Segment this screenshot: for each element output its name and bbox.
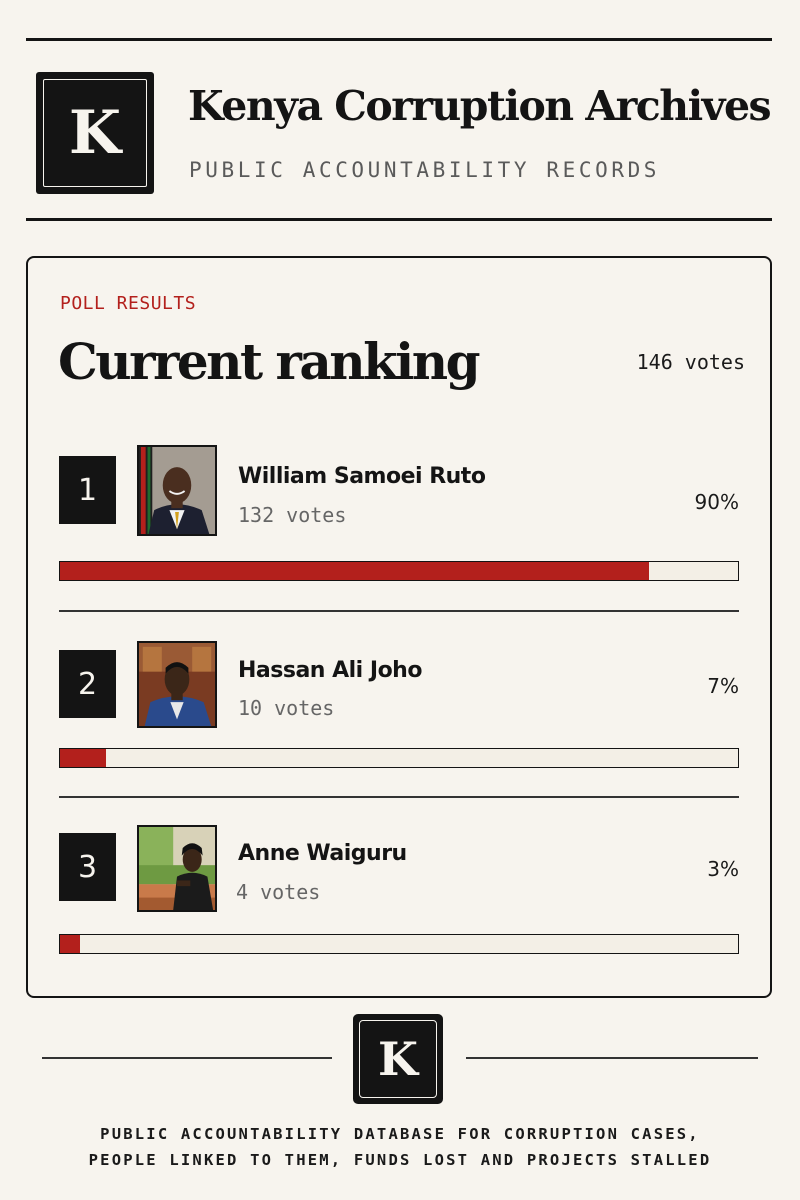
footer-logo[interactable] — [353, 1014, 443, 1104]
footer-right-line — [466, 1057, 758, 1059]
candidate-percent: 7% — [707, 674, 739, 698]
row-divider — [59, 610, 739, 612]
site-subtitle: PUBLIC ACCOUNTABILITY RECORDS — [189, 158, 661, 182]
candidate-percent: 90% — [694, 490, 739, 514]
header-bottom-rule — [26, 218, 772, 221]
candidate-photo-joho — [137, 641, 217, 728]
vote-share-fill — [60, 562, 649, 580]
poll-results-label: POLL RESULTS — [60, 293, 197, 314]
candidate-votes: 132 votes — [238, 503, 347, 527]
vote-share-bar — [59, 748, 739, 768]
vote-share-bar — [59, 934, 739, 954]
vote-share-bar — [59, 561, 739, 581]
candidate-votes: 4 votes — [236, 880, 321, 904]
site-title: Kenya Corruption Archives — [188, 82, 771, 130]
logo-letter: K — [43, 79, 147, 187]
candidate-name: William Samoei Ruto — [238, 464, 486, 489]
candidate-photo-waiguru — [137, 825, 217, 912]
rank-badge: 1 — [59, 456, 116, 524]
site-logo[interactable] — [36, 72, 154, 194]
footer-left-line — [42, 1057, 332, 1059]
rank-badge: 3 — [59, 833, 116, 901]
candidate-photo-ruto — [137, 445, 217, 536]
footer-logo-letter: K — [359, 1020, 437, 1098]
footer-tagline-line1: PUBLIC ACCOUNTABILITY DATABASE FOR CORRUPTION CASES, — [100, 1125, 700, 1143]
candidate-percent: 3% — [707, 857, 739, 881]
total-votes: 146 votes — [636, 350, 745, 374]
vote-share-fill — [60, 935, 80, 953]
vote-share-fill — [60, 749, 106, 767]
ranking-title: Current ranking — [58, 332, 479, 391]
header-top-rule — [26, 38, 772, 41]
candidate-name: Hassan Ali Joho — [238, 658, 422, 683]
footer-tagline-line2: PEOPLE LINKED TO THEM, FUNDS LOST AND PROJECTS STALLED — [88, 1151, 712, 1169]
candidate-name: Anne Waiguru — [238, 841, 407, 866]
candidate-votes: 10 votes — [238, 696, 335, 720]
rank-badge: 2 — [59, 650, 116, 718]
row-divider — [59, 796, 739, 798]
